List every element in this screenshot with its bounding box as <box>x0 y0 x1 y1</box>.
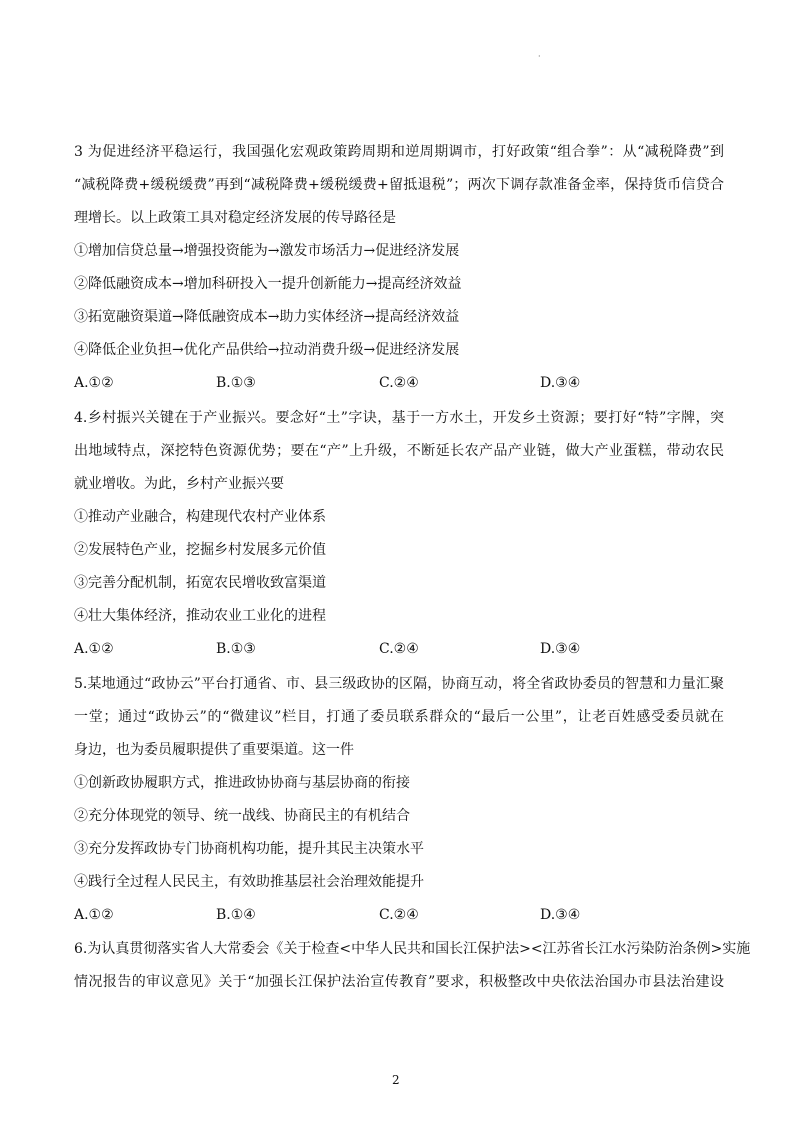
option-c: C.②④ <box>379 907 419 923</box>
question-stem-line: 情况报告的审议意见》关于“加强长江保护法治宣传教育”要求，积极整改中央依法治国办市县法治建设 <box>74 974 724 990</box>
statement-item: ③拓宽融资渠道→降低融资成本→助力实体经济→提高经济效益 <box>74 309 460 325</box>
option-d: D.③④ <box>540 375 581 391</box>
question-6 <box>74 933 751 999</box>
statement-item: ④壮大集体经济，推动农业工业化的进程 <box>74 608 326 624</box>
question-4 <box>74 402 724 666</box>
question-stem-line: 身边，也为委员履职提供了重要渠道。这一件 <box>74 742 354 758</box>
question-stem-line: 6.为认真贯彻落实省人大常委会《关于检查<中华人民共和国长江保护法><江苏省长江水污染防治条例>实施 <box>74 941 751 957</box>
option-c: C.②④ <box>379 375 419 391</box>
question-stem-line: 4.乡村振兴关键在于产业振兴。要念好“土”字诀，基于一方水土，开发乡土资源；要打好“特”字牌，突 <box>74 410 724 426</box>
statement-item: ②发展特色产业，挖掘乡村发展多元价值 <box>74 542 326 558</box>
statement-item: ③充分发挥政协专门协商机构功能，提升其民主决策水平 <box>74 841 424 857</box>
question-stem-line: 出地域特点，深挖特色资源优势；要在“产”上升级，不断延长农产品产业链，做大产业蛋糕，带动农民 <box>74 443 724 459</box>
question-stem-line: 5.某地通过“政协云”平台打通省、市、县三级政协的区隔，协商互动，将全省政协委员的智慧和力量汇聚 <box>74 676 724 692</box>
option-a: A.①② <box>74 641 114 657</box>
option-a: A.①② <box>74 375 114 391</box>
statement-item: ②充分体现党的领导、统一战线、协商民主的有机结合 <box>74 808 410 824</box>
option-d: D.③④ <box>540 907 581 923</box>
question-stem-line: “减税降费+缓税缓费”再到“减税降费+缓税缓费+留抵退税”；两次下调存款准备金率，保持货币信贷合 <box>74 177 724 193</box>
option-c: C.②④ <box>379 641 419 657</box>
statement-item: ①增加信贷总量→增强投资能为→激发市场活力→促进经济发展 <box>74 243 460 259</box>
question-stem-line: 就业增收。为此，乡村产业振兴要 <box>74 476 284 492</box>
statement-item: ②降低融资成本→增加科研投入一提升创新能力→提高经济效益 <box>74 276 462 292</box>
option-a: A.①② <box>74 907 114 923</box>
option-b: B.①③ <box>216 641 256 657</box>
page-number: 2 <box>392 1073 400 1087</box>
question-stem-line: 一堂；通过“政协云”的“微建议”栏目，打通了委员联系群众的“最后一公里”，让老百姓感受委员就在 <box>74 709 724 725</box>
option-b: B.①④ <box>216 907 256 923</box>
statement-item: ①推动产业融合，构建现代农村产业体系 <box>74 509 326 525</box>
question-5 <box>74 668 724 932</box>
question-3 <box>74 136 724 400</box>
question-stem-line: 3 为促进经济平稳运行，我国强化宏观政策跨周期和逆周期调市，打好政策“组合拳”：从“减税降费”到 <box>74 144 724 160</box>
header-mark: · <box>538 52 541 61</box>
answer-options <box>74 367 724 400</box>
answer-options <box>74 633 724 666</box>
option-d: D.③④ <box>540 641 581 657</box>
option-b: B.①③ <box>216 375 256 391</box>
statement-item: ①创新政协履职方式，推进政协协商与基层协商的衔接 <box>74 775 410 791</box>
statement-item: ④践行全过程人民民主，有效助推基层社会治理效能提升 <box>74 874 424 890</box>
statement-item: ④降低企业负担→优化产品供给→拉动消费升级→促进经济发展 <box>74 342 460 358</box>
statement-item: ③完善分配机制，拓宽农民增收致富渠道 <box>74 575 326 591</box>
question-stem-line: 理增长。以上政策工具对稳定经济发展的传导路径是 <box>74 210 396 226</box>
answer-options <box>74 899 724 932</box>
